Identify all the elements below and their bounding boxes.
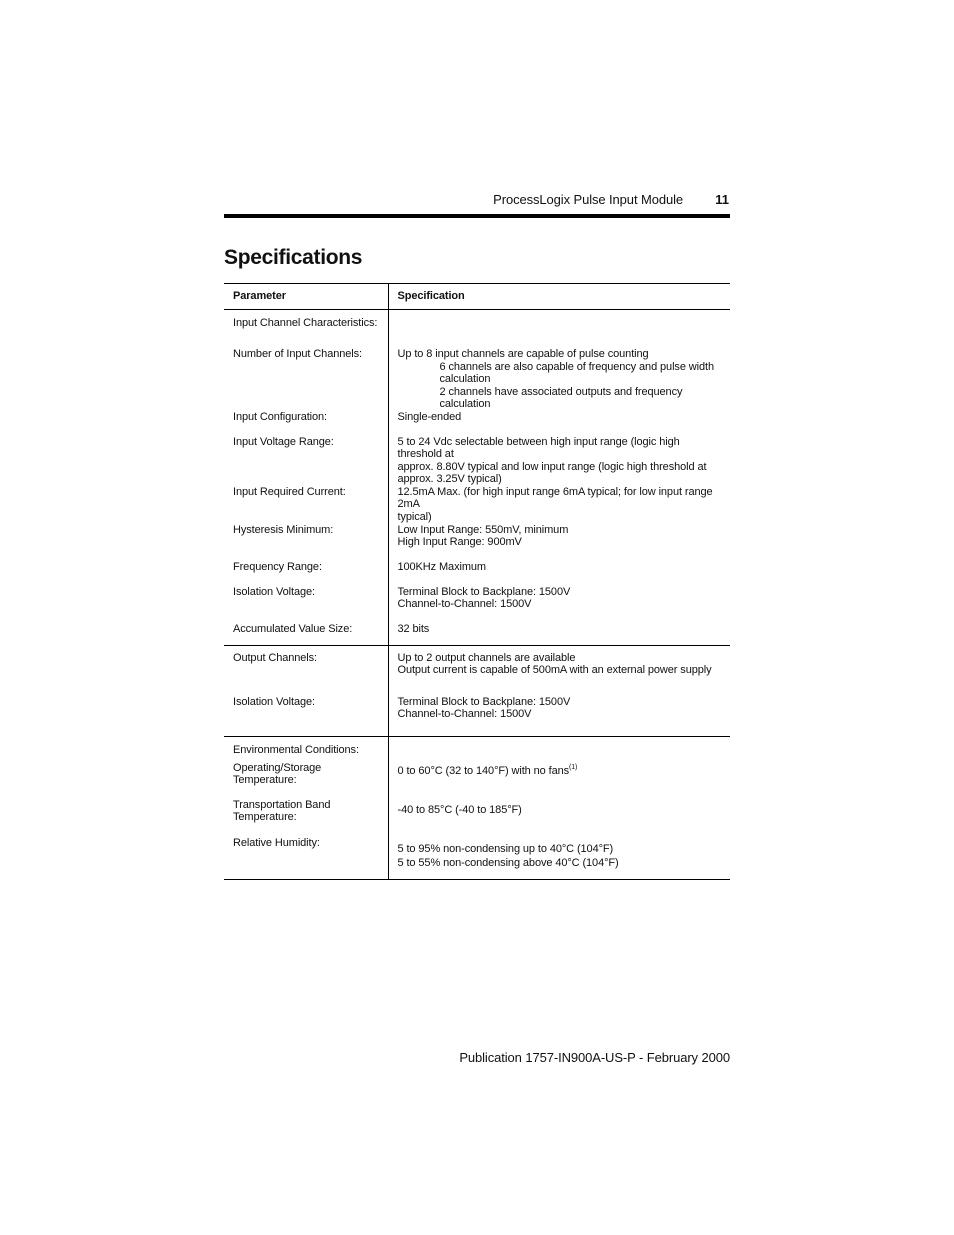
param-cell [224, 837, 388, 880]
table-row [224, 524, 730, 561]
accumulated-value-label: Accumulated Value Size: [233, 622, 353, 635]
num-channels-value: Up to 8 input channels are capable of pulse counting [397, 348, 649, 360]
param-cell [224, 348, 388, 411]
input-config-value: Single-ended [397, 410, 462, 423]
humidity-label: Relative Humidity: [233, 836, 320, 849]
running-title: ProcessLogix Pulse Input Module [493, 192, 683, 207]
transport-temp-label: Transportation Band [233, 798, 331, 811]
table-row [224, 586, 730, 623]
section-title: Specifications [224, 246, 363, 269]
spec-cell [388, 436, 730, 486]
spec-cell [388, 348, 730, 411]
output-channels-label: Output Channels: [233, 651, 318, 664]
input-config-label: Input Configuration: [233, 410, 328, 423]
num-channels-value: 6 channels are also capable of frequency and pulse width [439, 360, 714, 373]
spec-cell [388, 736, 730, 762]
input-heading: Input Channel Characteristics: [233, 317, 378, 329]
hysteresis-label: Hysteresis Minimum: [233, 523, 334, 536]
spec-cell [388, 623, 730, 646]
table-row [224, 411, 730, 436]
spec-cell [388, 561, 730, 586]
table-row [224, 486, 730, 524]
param-cell [224, 645, 388, 696]
spec-cell [388, 799, 730, 837]
hysteresis-value: Low Input Range: 550mV, minimum [397, 523, 569, 536]
num-channels-value: 2 channels have associated outputs and frequency calculation [439, 385, 683, 410]
input-current-value: 12.5mA Max. (for high input range 6mA typical; for low input range 2mA [397, 485, 713, 510]
transport-temp-value: -40 to 85°C (-40 to 185°F) [397, 803, 522, 816]
header-rule [224, 214, 730, 218]
num-channels-label: Number of Input Channels: [233, 348, 362, 360]
isolation-voltage-value: Terminal Block to Backplane: 1500V [397, 585, 571, 598]
operating-temp-text: 0 to 60°C (32 to 140°F) with no fans [397, 764, 570, 777]
param-cell [224, 486, 388, 524]
output-channels-value: Output current is capable of 500mA with an external power supply [397, 664, 712, 676]
param-cell [224, 586, 388, 623]
humidity-values [398, 837, 722, 870]
table-row [224, 623, 730, 646]
footnote-marker: (1) [569, 763, 578, 771]
output-channels-value: Up to 2 output channels are available [397, 651, 576, 664]
param-cell [224, 524, 388, 561]
table-row [224, 310, 730, 349]
spec-cell [388, 645, 730, 696]
input-current-label: Input Required Current: [233, 485, 346, 498]
spec-cell [388, 837, 730, 880]
environment-heading: Environmental Conditions: [233, 743, 359, 756]
param-cell [224, 799, 388, 837]
specifications-table [224, 283, 730, 880]
table-header-row [224, 284, 730, 310]
frequency-range-value: 100KHz Maximum [397, 560, 486, 573]
spec-cell [388, 586, 730, 623]
input-voltage-label: Input Voltage Range: [233, 435, 334, 448]
spec-cell [388, 762, 730, 799]
hysteresis-value: High Input Range: 900mV [397, 536, 522, 548]
operating-temp-label: Operating/Storage [233, 761, 322, 774]
param-cell [224, 762, 388, 799]
transport-temp-label: Temperature: [233, 811, 297, 823]
num-channels-value: calculation [439, 373, 491, 385]
humidity-value: 5 to 95% non-condensing up to 40°C (104°F) [397, 842, 614, 855]
table-row [224, 436, 730, 486]
table-row [224, 837, 730, 880]
running-header [224, 192, 730, 210]
column-header-parameter: Parameter [224, 284, 388, 310]
table-row [224, 561, 730, 586]
spec-cell [388, 524, 730, 561]
page-number: 11 [715, 192, 729, 207]
isolation-voltage-value: Channel-to-Channel: 1500V [397, 598, 532, 610]
param-cell [224, 696, 388, 737]
operating-temp-label: Temperature: [233, 774, 297, 786]
param-cell [224, 561, 388, 586]
publication-footer: Publication 1757-IN900A-US-P - February 2000 [459, 1050, 730, 1065]
table-row [224, 645, 730, 696]
output-isolation-value: Channel-to-Channel: 1500V [397, 708, 532, 720]
input-current-value: typical) [397, 510, 432, 523]
spec-cell [388, 696, 730, 737]
param-cell [224, 411, 388, 436]
param-cell [224, 436, 388, 486]
table-row [224, 348, 730, 411]
input-voltage-value: approx. 3.25V typical) [397, 473, 502, 485]
param-cell [224, 623, 388, 646]
param-cell [224, 736, 388, 762]
output-isolation-value: Terminal Block to Backplane: 1500V [397, 695, 571, 708]
humidity-value: 5 to 55% non-condensing above 40°C (104°F) [397, 856, 619, 869]
input-voltage-value: approx. 8.80V typical and low input range (logic high threshold at [397, 460, 707, 473]
column-header-specification: Specification [388, 284, 730, 310]
accumulated-value-value: 32 bits [397, 622, 430, 635]
frequency-range-label: Frequency Range: [233, 560, 322, 573]
input-voltage-value: 5 to 24 Vdc selectable between high input range (logic high threshold at [397, 435, 680, 460]
table-row [224, 736, 730, 762]
table-row [224, 762, 730, 799]
operating-temp-value [398, 762, 722, 778]
isolation-voltage-label: Isolation Voltage: [233, 585, 315, 598]
table-row [224, 799, 730, 837]
spec-cell [388, 486, 730, 524]
param-cell [224, 310, 388, 349]
spec-cell [388, 310, 730, 349]
spec-cell [388, 411, 730, 436]
table-row [224, 696, 730, 737]
output-isolation-label: Isolation Voltage: [233, 695, 315, 708]
